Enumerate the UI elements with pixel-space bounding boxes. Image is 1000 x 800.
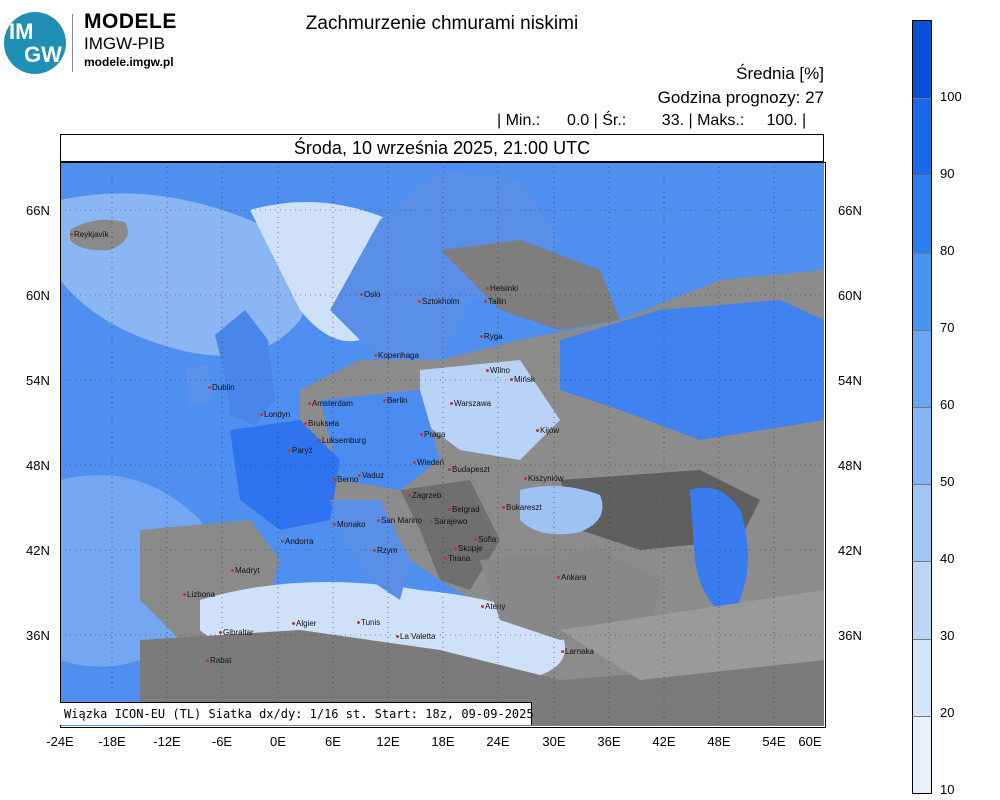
city-label: Paryż (288, 446, 312, 455)
city-label: Sztokholm (418, 297, 459, 306)
colorbar-separator (913, 561, 931, 562)
colorbar-label: 70 (940, 320, 955, 335)
colorbar-separator (913, 639, 931, 640)
city-label: Kijów (536, 426, 559, 435)
map-title: Zachmurzenie chmurami niskimi (305, 13, 579, 34)
colorbar-label: 60 (940, 397, 955, 412)
colorbar-segment (913, 561, 931, 638)
city-label: La Valetta (396, 632, 435, 641)
forecast-hour: Godzina prognozy: 27 (657, 88, 824, 107)
city-label: Amsterdam (308, 399, 353, 408)
city-label: Warszawa (450, 399, 491, 408)
colorbar-separator (913, 484, 931, 485)
city-label: Ateny (481, 602, 505, 611)
city-label: Reykjavík (70, 230, 109, 239)
colorbar-label: 90 (940, 166, 955, 181)
stats-row: | Min.: 0.0 | Śr.: 33. | Maks.: 100. | (497, 112, 807, 129)
city-label: Lizbona (183, 590, 215, 599)
y-tick-right: 54N (838, 373, 862, 388)
city-label: Madryt (231, 566, 259, 575)
colorbar-label: 100 (940, 89, 962, 104)
y-tick-left: 42N (26, 543, 50, 558)
city-label: Dublin (208, 383, 235, 392)
colorbar-separator (913, 407, 931, 408)
logo-text-top: IM (9, 19, 34, 44)
model-source-note: Wiązka ICON-EU (TL) Siatka dx/dy: 1/16 st. Start: 18z, 09-09-2025 (60, 702, 532, 725)
city-label: Ryga (480, 332, 503, 341)
colorbar-separator (913, 175, 931, 176)
mean-label: Średnia [%] (736, 64, 824, 83)
city-label: Sofia (474, 535, 496, 544)
logo-text-bottom: GW (24, 42, 62, 67)
y-tick-left: 48N (26, 458, 50, 473)
x-tick: -18E (98, 734, 126, 749)
y-tick-right: 36N (838, 628, 862, 643)
colorbar-segment (913, 253, 931, 330)
city-label: Kopenhaga (374, 351, 419, 360)
x-tick: 36E (597, 734, 621, 749)
colorbar (912, 20, 932, 794)
x-tick: -12E (153, 734, 181, 749)
y-tick-right: 66N (838, 203, 862, 218)
city-label: Algier (292, 619, 316, 628)
city-label: Gibraltar (219, 628, 254, 637)
colorbar-segment (913, 175, 931, 252)
colorbar-label: 40 (940, 551, 955, 566)
y-tick-right: 42N (838, 543, 862, 558)
colorbar-label: 50 (940, 474, 955, 489)
city-label: Tallin (484, 297, 506, 306)
cloud-cover-map (0, 160, 830, 740)
colorbar-label: 80 (940, 243, 955, 258)
city-label: Londyn (260, 410, 290, 419)
y-tick-left: 54N (26, 373, 50, 388)
x-tick: 30E (542, 734, 566, 749)
city-label: Zagrzeb (408, 491, 441, 500)
city-label: Tirana (444, 554, 470, 563)
colorbar-segment (913, 21, 931, 98)
city-label: Budapeszt (448, 465, 490, 474)
colorbar-segment (913, 330, 931, 407)
x-tick: 18E (431, 734, 455, 749)
y-tick-right: 60N (838, 288, 862, 303)
city-label: Helsinki (486, 284, 518, 293)
city-label: Praga (420, 430, 445, 439)
city-label: Vaduz (358, 471, 384, 480)
city-label: Belgrad (448, 505, 480, 514)
city-label: Larnaka (561, 647, 594, 656)
brand-subtitle: IMGW-PIB (84, 34, 165, 53)
x-tick: 60E (798, 734, 822, 749)
city-label: Rzym (373, 546, 397, 555)
city-label: Bukareszt (502, 503, 542, 512)
colorbar-label: 10 (940, 782, 955, 797)
city-label: Tunis (357, 618, 380, 627)
x-tick: 12E (376, 734, 400, 749)
city-label: Monako (333, 520, 365, 529)
colorbar-separator (913, 253, 931, 254)
colorbar-segment (913, 407, 931, 484)
y-tick-left: 60N (26, 288, 50, 303)
brand-url[interactable]: modele.imgw.pl (84, 55, 174, 69)
brand-name: MODELE (84, 10, 177, 33)
y-tick-left: 66N (26, 203, 50, 218)
colorbar-segment (913, 484, 931, 561)
city-label: Bruksela (304, 419, 339, 428)
colorbar-segment (913, 98, 931, 175)
city-label: Wilno (486, 366, 510, 375)
colorbar-separator (913, 98, 931, 99)
city-label: Oslo (360, 290, 380, 299)
x-tick: 0E (270, 734, 286, 749)
x-tick: 24E (486, 734, 510, 749)
colorbar-separator (913, 716, 931, 717)
imgw-logo (4, 12, 66, 74)
city-label: Wiedeń (413, 458, 444, 467)
colorbar-segment (913, 639, 931, 716)
colorbar-separator (913, 330, 931, 331)
city-label: Berlin (383, 396, 407, 405)
x-tick: 42E (652, 734, 676, 749)
x-tick: -24E (46, 734, 74, 749)
colorbar-segment (913, 716, 931, 793)
x-tick: -6E (211, 734, 233, 749)
colorbar-label: 20 (940, 705, 955, 720)
x-tick: 54E (762, 734, 786, 749)
city-label: Mińsk (510, 375, 535, 384)
city-label: Berno (333, 475, 358, 484)
y-tick-right: 48N (838, 458, 862, 473)
x-tick: 6E (325, 734, 341, 749)
logo-divider (72, 14, 73, 72)
city-label: San Marino (377, 516, 422, 525)
city-label: Skopje (454, 544, 482, 553)
city-label: Luksemburg (318, 436, 366, 445)
x-tick: 48E (707, 734, 731, 749)
y-tick-left: 36N (26, 628, 50, 643)
date-bar: Środa, 10 września 2025, 21:00 UTC (60, 134, 824, 162)
city-label: Kiszyniów (524, 474, 564, 483)
city-label: Ankara (557, 573, 586, 582)
colorbar-label: 30 (940, 628, 955, 643)
city-label: Rabat (206, 656, 231, 665)
city-label: Sarajewo (430, 517, 467, 526)
city-label: Andorra (281, 537, 313, 546)
